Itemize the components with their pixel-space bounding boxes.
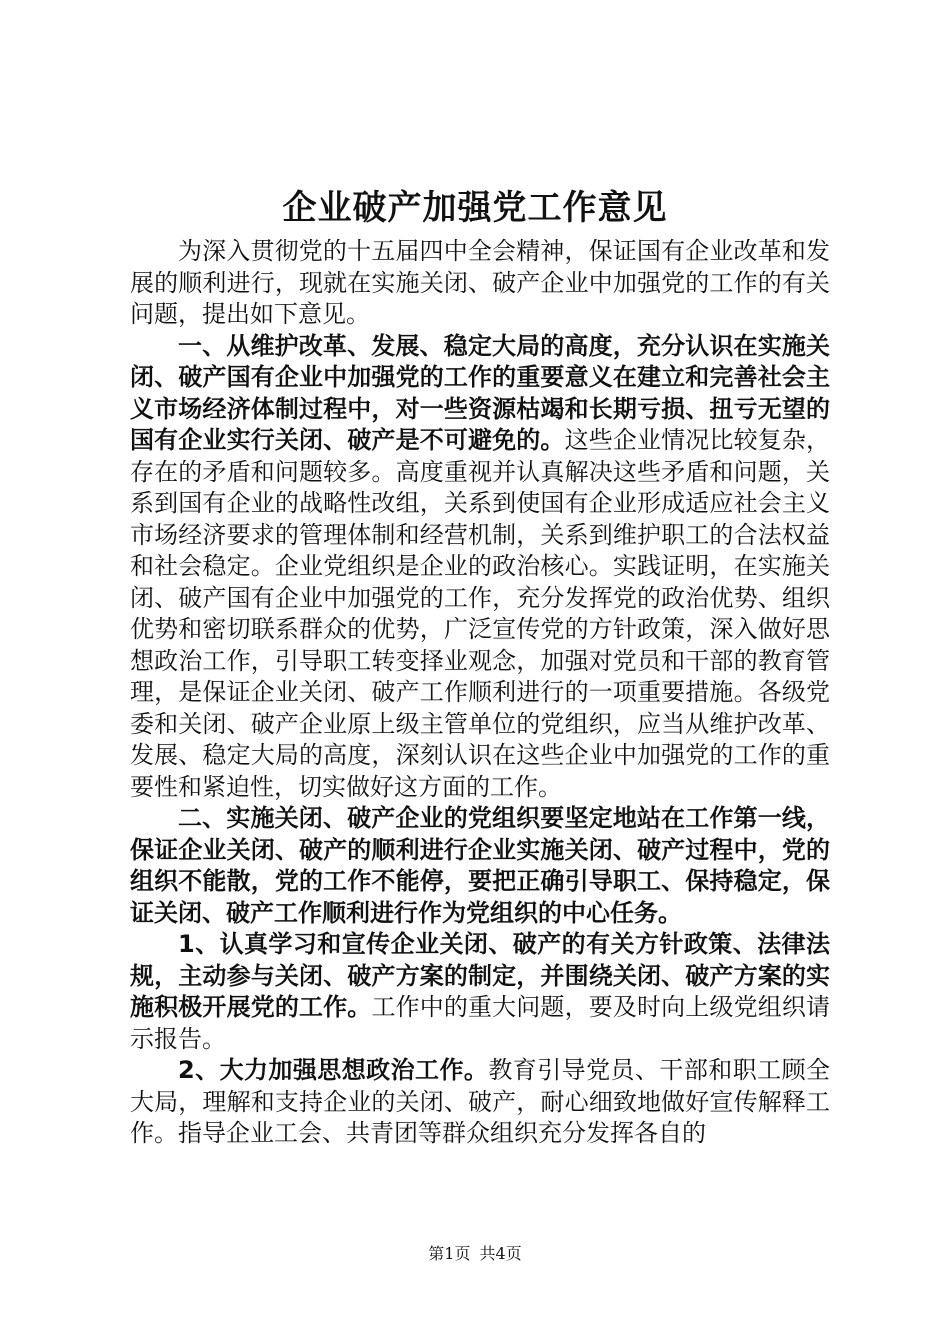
- paragraph-section-2: [130, 803, 830, 929]
- paragraph-section-1: [130, 331, 830, 804]
- section-2-heading: 二、实施关闭、破产企业的党组织要坚定地站在工作第一线，保证企业关闭、破产的顺利进行企业实施关闭、破产过程中，党的组织不能散，党的工作不能停，要把正确引导职工、保持稳定，保证关闭、破产工作顺利进行作为党组织的中心任务。: [130, 804, 830, 927]
- paragraph-intro-text: 为深入贯彻党的十五届四中全会精神，保证国有企业改革和发展的顺利进行，现就在实施关闭、破产企业中加强党的工作的有关问题，提出如下意见。: [130, 237, 830, 328]
- paragraph-intro: [130, 236, 830, 331]
- document-title: 企业破产加强党工作意见: [282, 188, 668, 228]
- document-body: [130, 236, 830, 1150]
- item-2-text: 教育引导党员、干部和职工顾全大局，理解和支持企业的关闭、破产，耐心细致地做好宣传解释工作。指导企业工会、共青团等群众组织充分发挥各自的: [130, 1056, 831, 1147]
- page-number-footer: 第1页 共4页: [428, 1244, 522, 1263]
- paragraph-item-2: [130, 1055, 830, 1150]
- section-1-text: 这些企业情况比较复杂，存在的矛盾和问题较多。高度重视并认真解决这些矛盾和问题，关系到国有企业的战略性改组，关系到使国有企业形成适应社会主义市场经济要求的管理体制和经营机制，关系到维护职工的合法权益和社会稳定。企业党组织是企业的政治核心。实践证明，在实施关闭、破产国有企业中加强党的工作，充分发挥党的政治优势、组织优势和密切联系群众的优势，广泛宣传党的方针政策，深入做好思想政治工作，引导职工转变择业观念，加强对党员和干部的教育管理，是保证企业关闭、破产工作顺利进行的一项重要措施。各级党委和关闭、破产企业原上级主管单位的党组织，应当从维护改革、发展、稳定大局的高度，深刻认识在这些企业中加强党的工作的重要性和紧迫性，切实做好这方面的工作。: [130, 426, 831, 801]
- item-1-text: 工作中的重大问题，要及时向上级党组织请示报告。: [130, 993, 831, 1053]
- section-1-heading: 一、从维护改革、发展、稳定大局的高度，充分认识在实施关闭、破产国有企业中加强党的工作的重要意义在建立和完善社会主义市场经济体制过程中，对一些资源枯竭和长期亏损、扭亏无望的国有企业实行关闭、破产是不可避免的。: [130, 331, 830, 454]
- paragraph-item-1: [130, 929, 830, 1055]
- item-2-heading: 2、大力加强思想政治工作。: [178, 1056, 489, 1084]
- item-1-heading: 1、认真学习和宣传企业关闭、破产的有关方针政策、法律法规，主动参与关闭、破产方案的制定，并围绕关闭、破产方案的实施积极开展党的工作。: [130, 930, 830, 1021]
